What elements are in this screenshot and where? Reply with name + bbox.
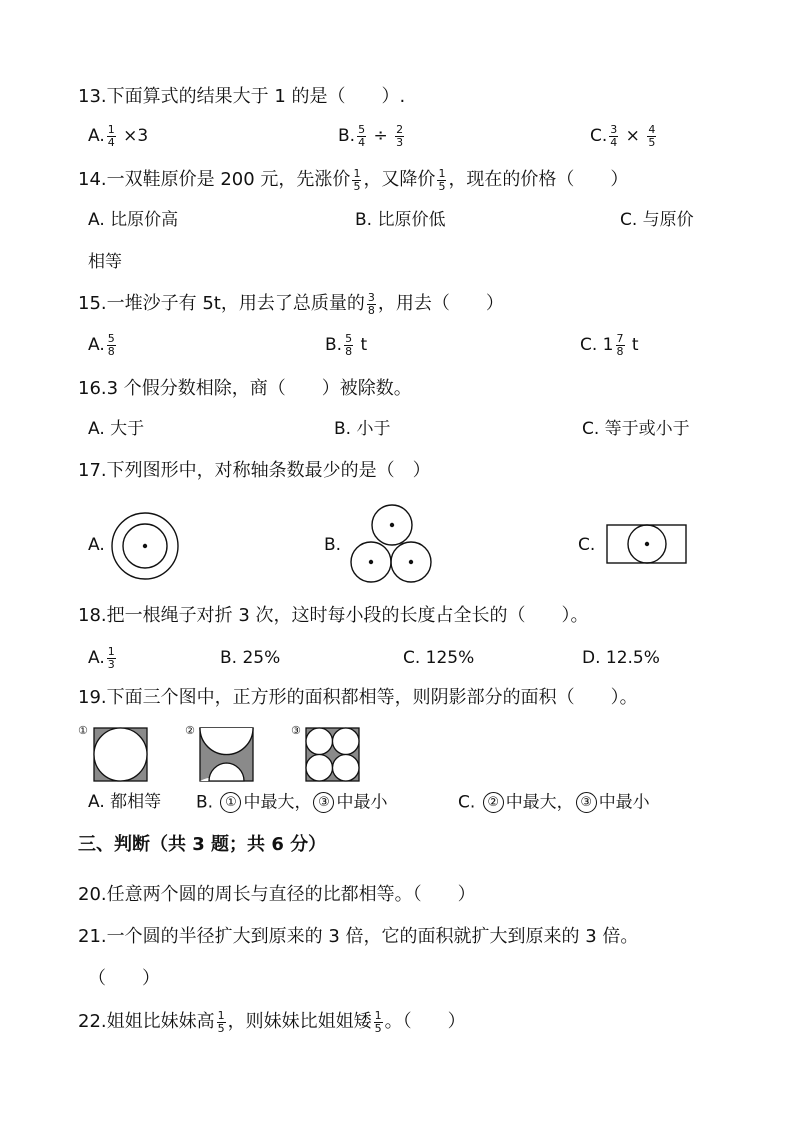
q18-option-d: D. 12.5% <box>582 648 660 668</box>
q13-option-a: A. $\frac{1}{4}$ ×3 <box>88 123 149 149</box>
q16-option-a: A. 大于 <box>88 419 145 439</box>
q17-figure-b-three-circles <box>348 504 434 584</box>
q13-stem: 13.下面算式的结果大于 1 的是（ ）. <box>78 86 406 107</box>
q17-option-c-label: C. <box>578 535 596 555</box>
q15-option-a: A. $\frac{5}{8}$ <box>88 332 115 358</box>
q19-figure-3-square-four-circles <box>305 727 361 783</box>
q19-stem: 19.下面三个图中，正方形的面积都相等，则阴影部分的面积（ ）。 <box>78 687 638 708</box>
circled-number: ② <box>483 792 504 813</box>
q14-stem: 14.一双鞋原价是 200 元，先涨价 $\frac{1}{5}$ ，又降价 $\frac{1}{5}$ ，现在的价格（ ） <box>78 167 629 193</box>
circled-number: ③ <box>313 792 334 813</box>
q17-figure-c-rect-circle <box>606 524 688 566</box>
fraction: $\frac{7}{8}$ <box>616 332 624 358</box>
fraction: $\frac{1}{3}$ <box>107 645 115 671</box>
q20-stem: 20.任意两个圆的周长与直径的比都相等。（ ） <box>78 884 476 905</box>
q19-option-a: A. 都相等 <box>88 792 162 812</box>
q13-option-b: B. $\frac{5}{4}$ ÷ $\frac{2}{3}$ <box>338 123 404 149</box>
fraction: $\frac{1}{5}$ <box>438 167 446 193</box>
q15-option-b: B. $\frac{5}{8}$ t <box>325 332 368 358</box>
q19-figure-1-label: ① <box>78 724 88 737</box>
q18-option-b: B. 25% <box>220 648 281 668</box>
q19-figure-1-square-circle <box>93 727 149 783</box>
circled-number: ① <box>220 792 241 813</box>
fraction: $\frac{1}{5}$ <box>217 1009 225 1035</box>
q14-option-c-continued: 相等 <box>88 252 122 272</box>
q17-stem: 17.下列图形中，对称轴条数最少的是（ ） <box>78 460 431 481</box>
fraction: $\frac{5}{8}$ <box>107 332 115 358</box>
fraction: $\frac{3}{4}$ <box>610 123 618 149</box>
q17-figure-a-concentric-circles <box>110 511 180 581</box>
fraction: $\frac{2}{3}$ <box>396 123 404 149</box>
q14-option-a: A. 比原价高 <box>88 210 179 230</box>
q21-answer-paren: （ ） <box>88 968 160 989</box>
q16-stem: 16.3 个假分数相除，商（ ）被除数。 <box>78 378 412 399</box>
q14-option-c: C. 与原价 <box>620 210 694 230</box>
fraction: $\frac{1}{5}$ <box>374 1009 382 1035</box>
q18-option-c: C. 125% <box>403 648 475 668</box>
q14-option-b: B. 比原价低 <box>355 210 446 230</box>
fraction: $\frac{5}{4}$ <box>358 123 366 149</box>
q19-option-b: B. ① 中最大， ③ 中最小 <box>196 792 388 813</box>
q19-figure-2-label: ② <box>185 724 195 737</box>
q19-figure-2-square-arcs <box>199 727 255 783</box>
q19-figure-3-label: ③ <box>291 724 301 737</box>
option-label: A. <box>88 126 105 147</box>
fraction: $\frac{4}{5}$ <box>648 123 656 149</box>
circled-number: ③ <box>576 792 597 813</box>
fraction: $\frac{5}{8}$ <box>345 332 353 358</box>
q19-option-c: C. ② 中最大， ③ 中最小 <box>458 792 650 813</box>
q17-option-b-label: B. <box>324 535 342 555</box>
q16-option-b: B. 小于 <box>334 419 391 439</box>
q16-option-c: C. 等于或小于 <box>582 419 690 439</box>
q21-stem: 21.一个圆的半径扩大到原来的 3 倍，它的面积就扩大到原来的 3 倍。 <box>78 926 639 947</box>
fraction: $\frac{1}{4}$ <box>107 123 115 149</box>
fraction: $\frac{1}{5}$ <box>353 167 361 193</box>
section-3-heading: 三、判断（共 3 题；共 6 分） <box>78 834 327 855</box>
q18-stem: 18.把一根绳子对折 3 次，这时每小段的长度占全长的（ ）。 <box>78 605 589 626</box>
q13-option-c: C. $\frac{3}{4}$ × $\frac{4}{5}$ <box>590 123 656 149</box>
q15-stem: 15.一堆沙子有 5t，用去了总质量的 $\frac{3}{8}$ ，用去（ ） <box>78 291 504 317</box>
q18-option-a: A. $\frac{1}{3}$ <box>88 645 115 671</box>
q22-stem: 22.姐姐比妹妹高 $\frac{1}{5}$ ，则妹妹比姐姐矮 $\frac{1}{5}$ 。（ ） <box>78 1009 466 1035</box>
q15-option-c: C. 1 $\frac{7}{8}$ t <box>580 332 639 358</box>
fraction: $\frac{3}{8}$ <box>367 291 375 317</box>
q17-option-a-label: A. <box>88 535 105 555</box>
